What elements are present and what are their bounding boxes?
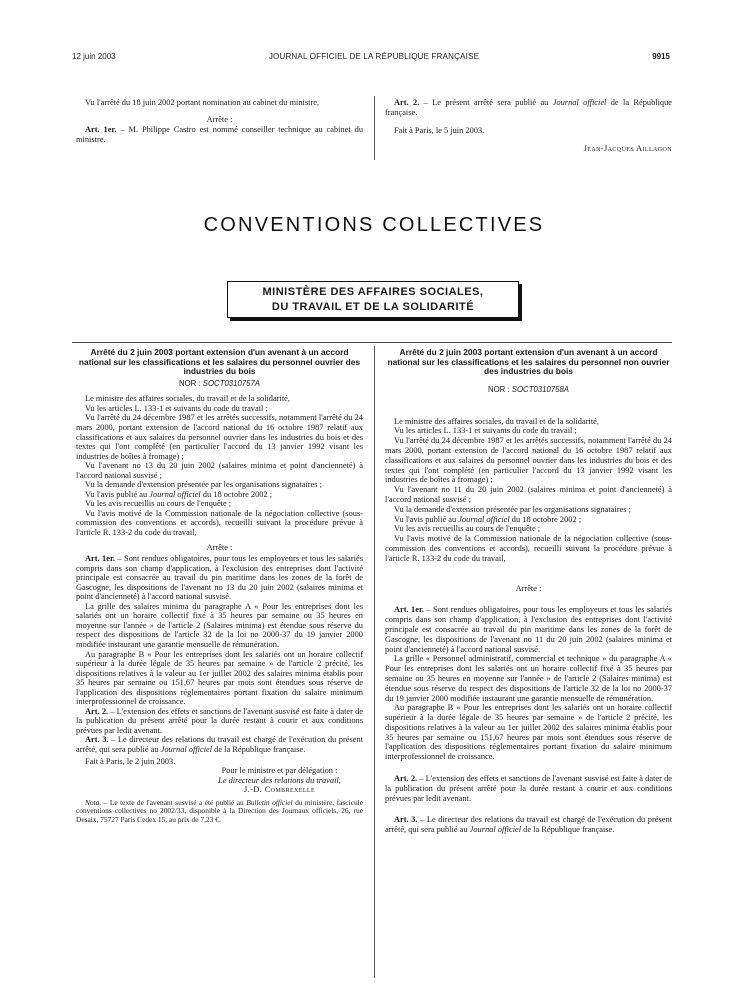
left-column xyxy=(76,348,363,825)
arrete-heading: Arrête : xyxy=(515,583,542,593)
article-text: – L'extension des effets et sanctions de l'avenant susvisé est faite à dater de la publication du présent arrêté pour la durée restant à courir et aux conditions prévues par ledit avenant. xyxy=(385,774,672,803)
fait-a-paris: Fait à Paris, le 5 juin 2003. xyxy=(394,126,485,135)
paragraph: Vu les articles L. 133-1 et suivants du code du travail ; xyxy=(394,426,577,436)
top-right-block xyxy=(385,98,672,154)
nor-reference xyxy=(76,379,363,389)
paragraph: Au paragraphe B « Pour les entreprises dont les salariés ont un horaire collectif supérieur à la durée légale de 35 heures par semaine » de l'article 2 précité, les dispositions relatives à la valeur au 1er juillet 2002 des salaires minima établis pour 35 heures par semaine ou 151,67 heures par mois sont étendues sous réserve de l'application des dispositions réglementaires portant fixation du salaire minimum interprofessionnel de croissance. xyxy=(76,649,363,707)
directeur-title: Le directeur des relations du travail, xyxy=(218,775,341,785)
article-text: de la République française. xyxy=(385,98,673,117)
top-left-block xyxy=(76,98,363,145)
nor-label: NOR : xyxy=(487,384,512,394)
ministry-line-1: MINISTÈRE DES AFFAIRES SOCIALES, xyxy=(262,286,484,298)
paragraph: Vu l'avis motivé de la Commission nationale de la négociation collective (sous-commission des conventions et accords), recueilli suivant la procédure prévue à l'article R. 133-2 du code du travail, xyxy=(385,534,672,563)
right-column xyxy=(385,348,672,835)
nor-label: NOR : xyxy=(178,378,203,388)
paragraph: Vu l'avis motivé de la Commission nationale de la négociation collective (sous-commission des conventions et accords), recueilli suivant la procédure prévue à l'article R. 133-2 du code du travail, xyxy=(76,508,363,537)
paragraph: Vu la demande d'extension présentée par les organisations signataires ; xyxy=(394,504,631,514)
paragraph xyxy=(385,515,672,525)
paragraph: La grille « Personnel administratif, commercial et technique » du paragraphe A « Pour les entreprises dont les salariés ont un horaire collectif fixé à 35 heures par semaine ou 35 heures en moyenne sur l'année » de l'article 2 (Salaires minima) est étendue sous réserve du respect des dispositions de l'article 32 de la loi no 2000-37 du 19 janvier 2000 modifiée instaurant une garantie mensuelle de rémunération. xyxy=(385,654,672,703)
article-lead: Art. 1er. xyxy=(85,554,115,564)
section-banner: CONVENTIONS COLLECTIVES xyxy=(203,214,545,236)
journal-ref: Journal officiel xyxy=(469,825,522,835)
arrete-heading: Arrête : xyxy=(206,542,233,552)
paragraph: Vu l'arrêté du 24 décembre 1987 et les arrêtés successifs, notamment l'arrêté du 24 mars 2000, portant extension de l'accord national du 16 octobre 1987 relatif aux classifications et aux salaires du personnel ouvrier dans les industries du bois et des textes qui l'ont complété (en particulier l'accord du 13 janvier 1992 visant les industries de boîtes à fromage) ; xyxy=(76,413,363,461)
paragraph: Le ministre des affaires sociales, du travail et de la solidarité, xyxy=(85,394,290,404)
article-lead: Art. 3. xyxy=(85,735,109,745)
article-lead: Art. 2. xyxy=(394,98,420,107)
fait-a-paris: Fait à Paris, le 2 juin 2003. xyxy=(85,756,176,766)
decree-title: Arrêté du 2 juin 2003 portant extension d'un avenant à un accord national sur les classifications et les salaires du personnel non ouvrier des industries du bois xyxy=(387,347,670,377)
header-journal-title: JOURNAL OFFICIEL DE LA RÉPUBLIQUE FRANÇAISE xyxy=(268,52,480,61)
article-text: – Sont rendues obligatoires, pour tous les employeurs et tous les salariés compris dans son champ d'application, à l'exclusion des entreprises dont l'activité principale est consacrée au travail du pin maritime dans les zones de la forêt de Gascogne, les dispositions de l'avenant no 13 du 20 juin 2002 (salaires minima et point d'ancienneté) à l'accord national susvisé. xyxy=(76,554,363,602)
text: Vu l'avis publié au xyxy=(394,514,459,524)
signature: Jean-Jacques Aillagon xyxy=(583,144,672,153)
article-text: – Le directeur des relations du travail est chargé de l'exécution du présent arrêté, qui sera publié au xyxy=(385,815,672,835)
article-text: de la République française. xyxy=(212,745,306,755)
paragraph: La grille des salaires minima du paragraphe A « Pour les entreprises dont les salariés ont un horaire collectif fixé à 35 heures par semaine ou 35 heures en moyenne sur l'année » de l'article 2 (Salaires minima) est étendue sous réserve du respect des dispositions de l'article 32 de la loi no 2000-37 du 19 janvier 2000 modifiée instaurant une garantie mensuelle de rémunération. xyxy=(76,601,363,649)
header-date: 12 juin 2003 xyxy=(72,52,116,61)
article-text: – Le présent arrêté sera publié au xyxy=(419,98,553,107)
paragraph: Vu l'avenant no 13 du 20 juin 2002 (salaires minima et point d'ancienneté) à l'accord national susvisé ; xyxy=(76,461,363,480)
journal-ref: Journal officiel xyxy=(160,745,213,755)
nor-reference xyxy=(385,385,672,395)
journal-ref: Journal officiel xyxy=(552,98,607,107)
article-lead: Art. 3. xyxy=(394,815,418,825)
article-text: – Sont rendues obligatoires, pour tous les employeurs et tous les salariés compris dans son champ d'application, à l'exclusion des entreprises dont l'activité principale est consacrée au travail du pin maritime dans les zones de la forêt de Gascogne, les dispositions de l'avenant no 11 du 20 juin 2002 (salaires minima et point d'ancienneté) à l'accord national susvisé. xyxy=(385,605,672,654)
article-text: de la République française. xyxy=(521,825,615,835)
signature: J.-D. Combrexelle xyxy=(243,785,316,795)
nor-code: SOCT0310758A xyxy=(511,384,570,394)
article-lead: Art. 1er. xyxy=(85,125,117,134)
section-rule xyxy=(72,342,672,343)
article-text: – M. Philippe Castro est nommé conseiller technique au cabinet du ministre. xyxy=(76,125,364,144)
paragraph: Vu les avis recueillis au cours de l'enquête ; xyxy=(85,499,232,509)
paragraph: Vu l'arrêté du 24 décembre 1987 et les arrêtés successifs, notamment l'arrêté du 24 mars 2000, portant extension de l'accord national du 16 octobre 1987 relatif aux classifications et aux salaires du personnel ouvrier dans les industries du bois et des textes qui l'ont complété (en particulier l'accord du 13 janvier 1992 visant les industries de boîtes à fromage) ; xyxy=(385,436,672,485)
paragraph: Au paragraphe B « Pour les entreprises dont les salariés ont un horaire collectif supérieur à la durée légale de 35 heures par semaine » de l'article 2 précité, les dispositions relatives à la valeur au 1er juillet 2002 des salaires minima établis pour 35 heures par semaine ou 151,67 heures par mois sont étendues sous réserve de l'application des dispositions réglementaires portant fixation du salaire minimum interprofessionnel de croissance. xyxy=(385,703,672,762)
text: du 18 octobre 2002 ; xyxy=(509,514,582,524)
column-divider xyxy=(374,346,375,978)
header-page-number: 9915 xyxy=(652,52,670,61)
article-lead: Art. 1er. xyxy=(394,605,424,615)
nota-lead: Nota. xyxy=(85,797,102,807)
ministry-line-2: DU TRAVAIL ET DE LA SOLIDARITÉ xyxy=(271,301,475,313)
arrete-heading: Arrête : xyxy=(206,115,233,124)
paragraph: Vu la demande d'extension présentée par les organisations signataires ; xyxy=(85,480,322,490)
text: Vu l'avis publié au xyxy=(85,489,150,499)
decree-title: Arrêté du 2 juin 2003 portant extension d'un avenant à un accord national sur les classifications et les salaires du personnel ouvrier des industries du bois xyxy=(78,347,361,377)
column-divider-top xyxy=(374,96,375,160)
article-lead: Art. 2. xyxy=(85,706,109,716)
article-text: – Le directeur des relations du travail est chargé de l'exécution du présent arrêté, qui sera publié au xyxy=(76,735,363,755)
paragraph: Vu l'avenant no 11 du 20 juin 2002 (salaires minima et point d'ancienneté) à l'accord national susvisé ; xyxy=(385,485,672,504)
ministry-box xyxy=(227,281,519,318)
nota-text: – Le texte de l'avenant susvisé a été publié au xyxy=(101,797,247,807)
vu-nomination: Vu l'arrêté du 18 juin 2002 portant nomination au cabinet du ministre, xyxy=(85,98,320,107)
paragraph: Vu les avis recueillis au cours de l'enquête ; xyxy=(394,524,541,534)
paragraph: Le ministre des affaires sociales, du travail et de la solidarité, xyxy=(394,416,599,426)
article-lead: Art. 2. xyxy=(394,774,418,784)
paragraph xyxy=(76,490,363,500)
journal-ref: Journal officiel xyxy=(149,489,201,499)
pour-le-ministre: Pour le ministre et par délégation : xyxy=(221,766,338,776)
article-text: – L'extension des effets et sanctions de l'avenant susvisé est faite à dater de la publication du présent arrêté pour la durée restant à courir et aux conditions prévues par ledit avenant. xyxy=(76,706,363,735)
paragraph: Vu les articles L. 133-1 et suivants du code du travail ; xyxy=(85,403,268,413)
bulletin-ref: Bulletin officiel xyxy=(246,797,293,807)
journal-ref: Journal officiel xyxy=(458,514,510,524)
nor-code: SOCT0310757A xyxy=(202,378,261,388)
nota-text: du ministère, fascicule conventions collectives no 2002/33, disponible à la Direction des Journaux officiels, 26, rue Desaix, 75727 Paris Cedex 15, au prix de 7,23 €. xyxy=(76,797,363,824)
text: du 18 octobre 2002 ; xyxy=(200,489,273,499)
